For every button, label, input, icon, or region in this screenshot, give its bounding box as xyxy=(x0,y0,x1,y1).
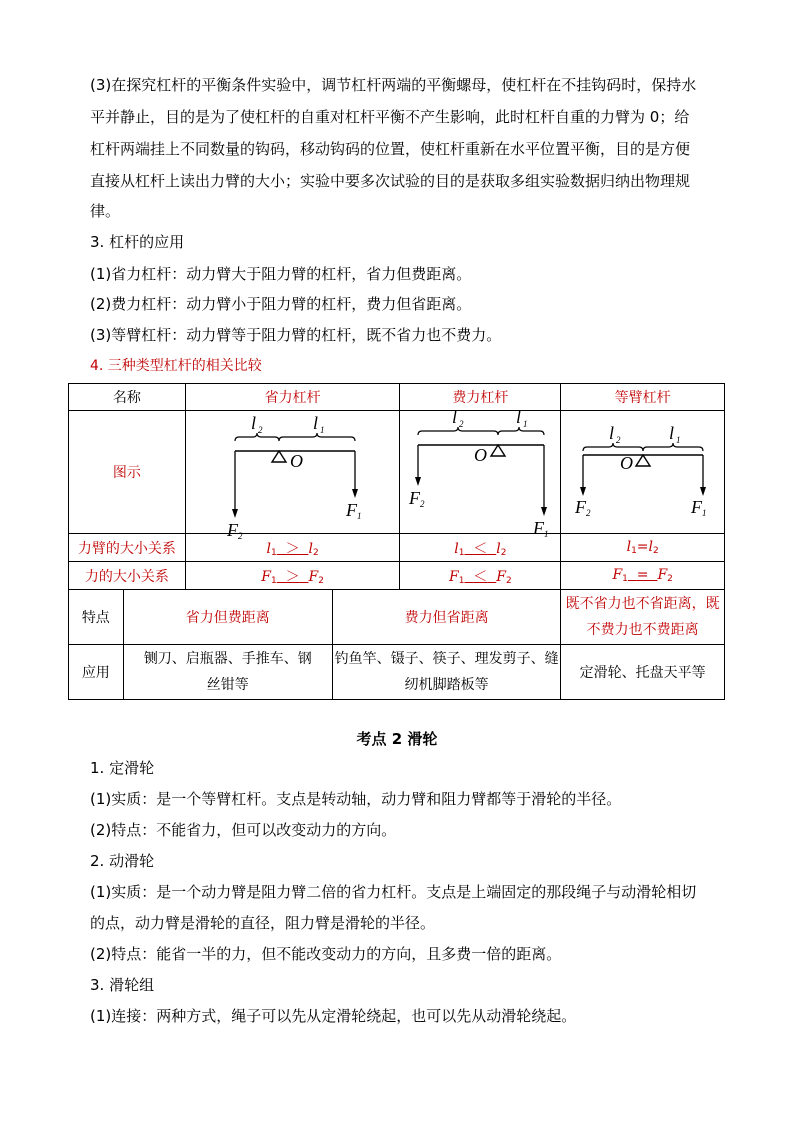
pulley-block-heading: 3. 滑轮组 xyxy=(90,976,155,994)
force-saving-lever-diagram xyxy=(213,411,373,541)
application-force-saving xyxy=(123,645,332,700)
l1-label: l xyxy=(312,413,318,433)
l2-subscript: 2 xyxy=(459,419,464,429)
subscript: 1 xyxy=(270,547,277,558)
fulcrum-o-label: O xyxy=(619,453,633,473)
l2-label: l xyxy=(250,413,256,433)
application-force-costing-line-2: 纫机脚踏板等 xyxy=(404,677,489,693)
subscript: 2 xyxy=(505,575,512,586)
l2-symbol: l xyxy=(496,540,501,557)
feature-equal-arm xyxy=(561,590,725,645)
diagram-force-costing xyxy=(400,407,561,539)
l1-symbol: l xyxy=(454,540,459,557)
f1-symbol: F xyxy=(448,568,459,585)
f2-symbol: F xyxy=(308,568,319,585)
header-name: 名称 xyxy=(69,384,186,411)
movable-pulley-heading: 2. 动滑轮 xyxy=(90,852,155,870)
l1-label: l xyxy=(668,423,674,443)
feature-equal-arm-line-2: 不费力也不费距离 xyxy=(586,622,699,638)
f1-label: F xyxy=(690,497,702,517)
l2-label: l xyxy=(452,407,458,427)
table-header-row xyxy=(69,384,725,411)
arm-relation-force-saving xyxy=(185,534,399,562)
f2-label: F xyxy=(574,497,586,517)
fixed-pulley-essence: (1)实质：是一个等臂杠杆。支点是转动轴，动力臂和阻力臂都等于滑轮的半径。 xyxy=(90,790,622,808)
table-arm-row xyxy=(69,534,725,562)
row-label-feature: 特点 xyxy=(69,590,124,645)
force-relation-force-saving xyxy=(185,562,399,590)
row-label-arm: 力臂的大小关系 xyxy=(69,534,186,562)
force-relation-value: ＞ xyxy=(285,568,300,585)
l1-symbol: l xyxy=(266,540,271,557)
f1-symbol: F xyxy=(612,567,623,583)
pulley-block-connection: (1)连接：两种方式，绳子可以先从定滑轮绕起，也可以先从动滑轮绕起。 xyxy=(90,1007,577,1025)
subscript: 2 xyxy=(318,575,324,586)
header-force-costing: 费力杠杆 xyxy=(400,384,561,411)
application-force-costing-line-1: 钓鱼竿、镊子、筷子、理发剪子、缝 xyxy=(334,651,559,667)
force-relation-force-costing xyxy=(400,562,561,590)
f2-symbol: F xyxy=(496,568,506,585)
f2-subscript: 2 xyxy=(420,499,425,509)
application-force-costing xyxy=(332,645,561,700)
subscript: 1 xyxy=(458,547,465,558)
f2-label: F xyxy=(409,488,421,508)
f1-subscript: 1 xyxy=(544,529,549,539)
table-feature-row xyxy=(69,590,725,645)
l1-symbol: l xyxy=(626,539,632,555)
arm-relation-equal-arm xyxy=(561,534,725,562)
f1-label: F xyxy=(533,518,545,538)
l1-subscript: 1 xyxy=(675,435,681,445)
application-force-saving-line-1: 铡刀、启瓶器、手推车、钢 xyxy=(143,651,312,667)
f2-subscript: 2 xyxy=(237,531,243,541)
application-force-saving-line-2: 丝钳等 xyxy=(206,677,249,693)
f1-symbol: F xyxy=(261,568,271,585)
table-diagram-row xyxy=(69,411,725,534)
f1-subscript: 1 xyxy=(356,511,362,521)
intro-line-3: 杠杆两端挂上不同数量的钩码，移动钩码的位置，使杠杆重新在水平位置平衡，目的是方便 xyxy=(90,140,691,158)
feature-force-costing: 费力但省距离 xyxy=(332,590,561,645)
f2-subscript: 2 xyxy=(585,508,591,518)
subscript: 1 xyxy=(622,574,628,584)
subscript: 2 xyxy=(312,547,319,558)
fulcrum-o-label: O xyxy=(289,451,303,471)
table-force-row xyxy=(69,562,725,590)
row-label-diagram: 图示 xyxy=(69,411,186,534)
f2-label: F xyxy=(226,520,238,540)
l2-symbol: l xyxy=(648,539,654,555)
section3-heading: 3. 杠杆的应用 xyxy=(90,233,185,251)
diagram-force-saving xyxy=(185,411,399,541)
intro-line-4: 直接从杠杆上读出力臂的大小；实验中要多次试验的目的是获取多组实验数据归纳出物理规 xyxy=(90,172,691,190)
table-application-row xyxy=(69,645,725,700)
movable-pulley-essence-2: 的点，动力臂是滑轮的直径，阻力臂是滑轮的半径。 xyxy=(90,914,436,932)
header-equal-arm: 等臂杠杆 xyxy=(561,384,725,411)
arm-relation-value: ＞ xyxy=(285,540,300,557)
force-relation-value: ＜ xyxy=(473,568,488,585)
feature-equal-arm-line-1: 既不省力也不省距离，既 xyxy=(565,596,720,612)
intro-line-2: 平并静止，目的是为了使杠杆的自重对杠杆平衡不产生影响，此时杠杆自重的力臂为 0；给 xyxy=(90,108,690,126)
arm-relation-value: ＜ xyxy=(473,540,488,557)
fixed-pulley-feature: (2)特点：不能省力，但可以改变动力的方向。 xyxy=(90,821,397,839)
subscript: 1 xyxy=(458,575,465,586)
diagram-equal-arm xyxy=(561,411,725,534)
l2-subscript: 2 xyxy=(257,425,263,435)
force-relation-value: = xyxy=(636,567,649,583)
f2-symbol: F xyxy=(657,567,668,583)
subscript: 1 xyxy=(631,546,637,556)
feature-force-saving: 省力但费距离 xyxy=(123,590,332,645)
intro-line-5: 律。 xyxy=(90,202,121,220)
row-label-application: 应用 xyxy=(69,645,124,700)
header-force-saving: 省力杠杆 xyxy=(185,384,399,411)
equal-arm-lever-diagram xyxy=(563,411,723,529)
section3-item-3: (3)等臂杠杆：动力臂等于阻力臂的杠杆，既不省力也不费力。 xyxy=(90,326,502,344)
l1-label: l xyxy=(516,407,522,427)
fixed-pulley-heading: 1. 定滑轮 xyxy=(90,759,155,777)
f1-label: F xyxy=(345,500,357,520)
subscript: 1 xyxy=(270,575,277,586)
lever-comparison-table xyxy=(68,383,725,700)
l2-subscript: 2 xyxy=(615,435,621,445)
section4-heading: 4. 三种类型杠杆的相关比较 xyxy=(90,358,262,374)
kaodian2-title: 考点 2 滑轮 xyxy=(356,730,438,748)
row-label-force: 力的大小关系 xyxy=(69,562,186,590)
subscript: 2 xyxy=(500,547,507,558)
force-costing-lever-diagram xyxy=(400,407,560,539)
section3-item-2: (2)费力杠杆：动力臂小于阻力臂的杠杆，费力但省距离。 xyxy=(90,295,472,313)
intro-line-1: (3)在探究杠杆的平衡条件实验中，调节杠杆两端的平衡螺母，使杠杆在不挂钩码时，保持水 xyxy=(90,76,697,94)
arm-relation-value: = xyxy=(636,539,649,555)
subscript: 2 xyxy=(653,546,659,556)
l2-symbol: l xyxy=(308,540,313,557)
l2-label: l xyxy=(608,423,614,443)
l1-subscript: 1 xyxy=(523,419,528,429)
movable-pulley-feature: (2)特点：能省一半的力，但不能改变动力的方向，且多费一倍的距离。 xyxy=(90,945,562,963)
l1-subscript: 1 xyxy=(319,425,325,435)
subscript: 2 xyxy=(667,574,673,584)
movable-pulley-essence-1: (1)实质：是一个动力臂是阻力臂二倍的省力杠杆。支点是上端固定的那段绳子与动滑轮相切 xyxy=(90,883,697,901)
section3-item-1: (1)省力杠杆：动力臂大于阻力臂的杠杆，省力但费距离。 xyxy=(90,265,472,283)
fulcrum-o-label: O xyxy=(474,445,488,465)
f1-subscript: 1 xyxy=(701,508,707,518)
application-equal-arm: 定滑轮、托盘天平等 xyxy=(561,645,725,700)
force-relation-equal-arm xyxy=(561,562,725,590)
